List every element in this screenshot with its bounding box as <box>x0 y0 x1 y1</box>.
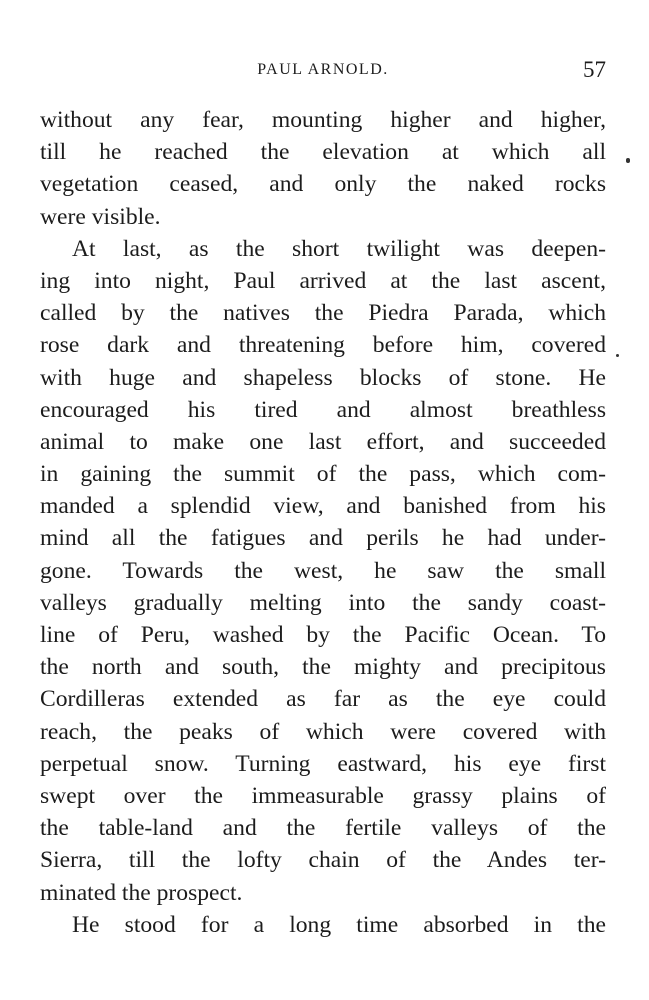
text-line: vegetation ceased, and only the naked rocks <box>40 171 606 198</box>
text-line: He stood for a long time absorbed in the <box>72 911 606 938</box>
text-line: rose dark and threatening before him, covered <box>40 332 606 359</box>
text-line: valleys gradually melting into the sandy coast- <box>40 589 606 616</box>
text-line: perpetual snow. Turning eastward, his eye first <box>40 750 606 777</box>
body-text <box>40 104 606 941</box>
ink-speck <box>626 158 630 163</box>
text-line: were visible. <box>40 203 161 230</box>
text-line: reach, the peaks of which were covered with <box>40 718 606 745</box>
text-line: At last, as the short twilight was deepen- <box>72 235 606 262</box>
text-line: ing into night, Paul arrived at the last ascent, <box>40 267 606 294</box>
text-line: till he reached the elevation at which all <box>40 139 606 166</box>
text-line: mind all the fatigues and perils he had under- <box>40 525 606 552</box>
running-head <box>40 57 606 85</box>
text-line: Sierra, till the lofty chain of the Andes ter- <box>40 847 606 874</box>
text-line: in gaining the summit of the pass, which com- <box>40 461 606 488</box>
text-line: the north and south, the mighty and precipitous <box>40 654 606 681</box>
text-line: swept over the immeasurable grassy plains of <box>40 782 606 809</box>
text-line: gone. Towards the west, he saw the small <box>40 557 606 584</box>
ink-speck <box>616 354 619 357</box>
running-head-title: PAUL ARNOLD. <box>257 61 389 78</box>
text-line: animal to make one last effort, and succeeded <box>40 428 606 455</box>
text-line: line of Peru, washed by the Pacific Ocean. To <box>40 622 606 648</box>
text-line: manded a splendid view, and banished from his <box>40 493 606 520</box>
text-line: with huge and shapeless blocks of stone. He <box>40 364 606 391</box>
text-line: encouraged his tired and almost breathless <box>40 396 606 423</box>
text-line: the table-land and the fertile valleys of the <box>40 815 606 842</box>
text-line: Cordilleras extended as far as the eye could <box>40 686 606 713</box>
text-line: without any fear, mounting higher and higher, <box>40 107 606 133</box>
page-number: 57 <box>583 57 606 82</box>
text-line: minated the prospect. <box>40 879 243 906</box>
text-line: called by the natives the Piedra Parada, which <box>40 300 606 327</box>
